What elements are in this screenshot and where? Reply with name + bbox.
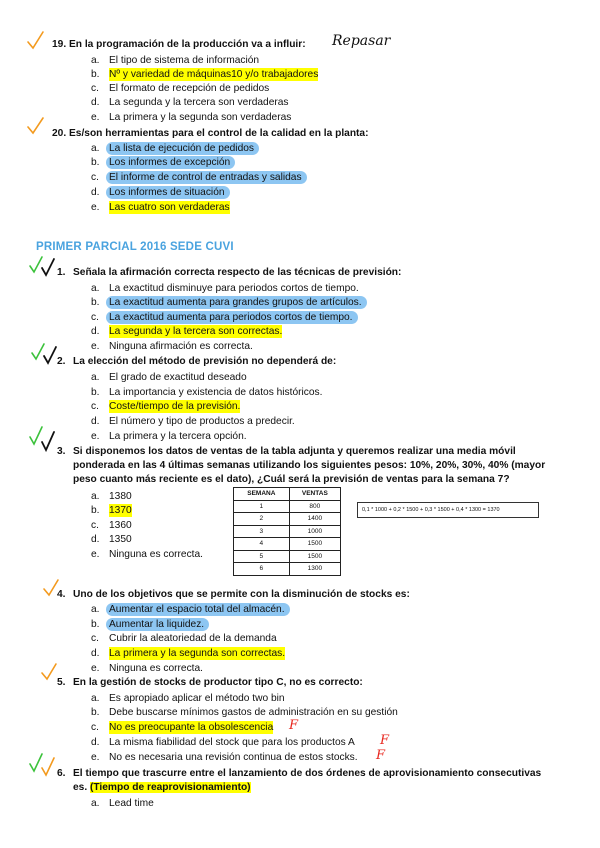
option-letter: b. — [91, 69, 100, 80]
option-letter: a. — [91, 372, 100, 383]
table-cell: 1000 — [289, 525, 340, 538]
option-text-highlighted: La primera y la segunda son correctas. — [109, 648, 286, 659]
option-text-highlighted: Las cuatro son verdaderas — [109, 202, 230, 213]
table-cell: 5 — [234, 550, 290, 563]
option-letter: b. — [91, 387, 100, 398]
question-p4: Uno de los objetivos que se permite con la disminución de stocks es: — [73, 589, 410, 600]
option-text: El número y tipo de productos a predecir. — [109, 416, 295, 427]
question-number: 2. — [57, 356, 66, 367]
orange-check-icon — [26, 116, 46, 136]
option-letter: d. — [91, 737, 100, 748]
option-letter: e. — [91, 341, 100, 352]
option-text: 1360 — [109, 520, 132, 531]
option-letter: c. — [91, 401, 99, 412]
option-text: Es apropiado aplicar el método two bin — [109, 693, 285, 704]
option-text-highlighted: Los informes de situación — [106, 186, 230, 199]
option-text: La segunda y la tercera son verdaderas — [109, 97, 289, 108]
table-row — [234, 550, 341, 563]
option-text: Lead time — [109, 798, 154, 809]
question-p3-line: peso cuanto más reciente es el dato), ¿Cuál será la previsión de ventas para la semana 7? — [73, 474, 510, 485]
option-text: 1350 — [109, 534, 132, 545]
option-text-highlighted: El informe de control de entradas y salidas — [106, 171, 307, 184]
option-text-highlighted: La exactitud aumenta para grandes grupos de artículos. — [106, 296, 367, 309]
option-letter: b. — [91, 157, 100, 168]
option-letter: c. — [91, 722, 99, 733]
table-row — [234, 538, 341, 551]
option-letter: c. — [91, 312, 99, 323]
option-letter: e. — [91, 752, 100, 763]
option-letter: b. — [91, 297, 100, 308]
option-text: La primera y la segunda son verdaderas — [109, 112, 292, 123]
option-letter: a. — [91, 283, 100, 294]
orange-check-icon — [40, 662, 58, 682]
question-p6-line2 — [73, 781, 251, 794]
option-letter: e. — [91, 202, 100, 213]
option-text-highlighted: Aumentar la liquidez. — [106, 618, 209, 631]
question-p2: La elección del método de previsión no dependerá de: — [73, 356, 337, 367]
option-letter: d. — [91, 416, 100, 427]
table-row — [234, 513, 341, 526]
option-letter: a. — [91, 55, 100, 66]
table-cell: 1500 — [289, 550, 340, 563]
option-text-highlighted: Nº y variedad de máquinas10 y/o trabajadores — [109, 69, 319, 80]
option-letter: a. — [91, 143, 100, 154]
black-check-icon — [40, 430, 56, 452]
option-letter: a. — [91, 798, 100, 809]
option-letter: e. — [91, 549, 100, 560]
question-number: 1. — [57, 267, 66, 278]
question-p3-line: Si disponemos los datos de ventas de la tabla adjunta y queremos realizar una media móvil — [73, 446, 516, 457]
table-header: VENTAS — [289, 488, 340, 501]
section-title: PRIMER PARCIAL 2016 SEDE CUVI — [36, 241, 234, 253]
option-letter: e. — [91, 431, 100, 442]
option-text: Debe buscarse mínimos gastos de administración en su gestión — [109, 707, 398, 718]
question-number: 3. — [57, 446, 66, 457]
handwritten-f-mark: F — [380, 733, 390, 748]
option-letter: d. — [91, 97, 100, 108]
question-19: 19. En la programación de la producción va a influir: — [52, 39, 306, 50]
option-text: Cubrir la aleatoriedad de la demanda — [109, 633, 277, 644]
question-p5: En la gestión de stocks de productor tipo C, no es correcto: — [73, 677, 363, 688]
table-row — [234, 525, 341, 538]
option-text: La exactitud disminuye para periodos cortos de tiempo. — [109, 283, 359, 294]
question-p1: Señala la afirmación correcta respecto de las técnicas de previsión: — [73, 267, 402, 278]
option-text: La importancia y existencia de datos históricos. — [109, 387, 323, 398]
option-letter: d. — [91, 648, 100, 659]
option-letter: c. — [91, 633, 99, 644]
option-letter: d. — [91, 326, 100, 337]
option-text-highlighted: 1370 — [109, 505, 132, 516]
option-text: Ninguna es correcta. — [109, 663, 204, 674]
question-number: 5. — [57, 677, 66, 688]
table-cell: 800 — [289, 500, 340, 513]
option-letter: c. — [91, 83, 99, 94]
option-text-highlighted: La segunda y la tercera son correctas. — [109, 326, 283, 337]
formula-box: 0,1 * 1000 + 0,2 * 1500 + 0,3 * 1500 + 0,4 * 1300 = 1370 — [357, 502, 539, 518]
orange-check-icon — [40, 756, 56, 778]
question-p6-answer-highlighted: (Tiempo de reaprovisionamiento) — [90, 782, 251, 793]
table-cell: 1 — [234, 500, 290, 513]
option-text: El formato de recepción de pedidos — [109, 83, 270, 94]
option-text-highlighted: Coste/tiempo de la previsión. — [109, 401, 241, 412]
orange-check-icon — [26, 30, 46, 50]
option-letter: e. — [91, 112, 100, 123]
table-cell: 6 — [234, 563, 290, 576]
option-text-highlighted: No es preocupante la obsolescencia — [109, 722, 274, 733]
table-cell: 1400 — [289, 513, 340, 526]
sales-table — [233, 487, 341, 576]
question-number: 6. — [57, 768, 66, 779]
table-cell: 4 — [234, 538, 290, 551]
option-text-highlighted: Los informes de excepción — [106, 156, 235, 169]
option-letter: b. — [91, 505, 100, 516]
option-text-highlighted: La exactitud aumenta para periodos cortos de tiempo. — [106, 311, 358, 324]
black-check-icon — [40, 257, 56, 277]
table-cell: 2 — [234, 513, 290, 526]
question-p6-line: El tiempo que trascurre entre el lanzamiento de dos órdenes de aprovisionamiento consecutivas — [73, 768, 542, 779]
option-text: 1380 — [109, 491, 132, 502]
table-row — [234, 563, 341, 576]
table-cell: 1300 — [289, 563, 340, 576]
table-header: SEMANA — [234, 488, 290, 501]
option-letter: b. — [91, 619, 100, 630]
option-text: La primera y la tercera opción. — [109, 431, 247, 442]
option-text: El grado de exactitud deseado — [109, 372, 247, 383]
table-cell: 3 — [234, 525, 290, 538]
option-text: Ninguna es correcta. — [109, 549, 204, 560]
option-text: No es necesaria una revisión continua de estos stocks. — [109, 752, 358, 763]
question-p3-line: ponderada en las 4 últimas semanas utilizando los siguientes pesos: 10%, 20%, 30%, 40% (mayor — [73, 460, 546, 471]
option-letter: d. — [91, 534, 100, 545]
black-check-icon — [42, 345, 58, 365]
option-text: La misma fiabilidad del stock que para los productos A — [109, 737, 355, 748]
option-letter: d. — [91, 187, 100, 198]
table-cell: 1500 — [289, 538, 340, 551]
question-20: 20. Es/son herramientas para el control de la calidad en la planta: — [52, 128, 369, 139]
question-p6-prefix: es. — [73, 782, 90, 793]
option-text-highlighted: La lista de ejecución de pedidos — [106, 142, 259, 155]
handwritten-f-mark: F — [376, 748, 386, 763]
option-text: Ninguna afirmación es correcta. — [109, 341, 253, 352]
option-letter: c. — [91, 172, 99, 183]
option-text: El tipo de sistema de información — [109, 55, 260, 66]
option-letter: e. — [91, 663, 100, 674]
option-letter: a. — [91, 693, 100, 704]
option-letter: a. — [91, 491, 100, 502]
option-letter: a. — [91, 604, 100, 615]
option-text-highlighted: Aumentar el espacio total del almacén. — [106, 603, 290, 616]
handwritten-repasar-note: Repasar — [332, 33, 391, 49]
option-letter: b. — [91, 707, 100, 718]
table-row — [234, 500, 341, 513]
question-number: 4. — [57, 589, 66, 600]
option-letter: c. — [91, 520, 99, 531]
handwritten-f-mark: F — [289, 718, 299, 733]
